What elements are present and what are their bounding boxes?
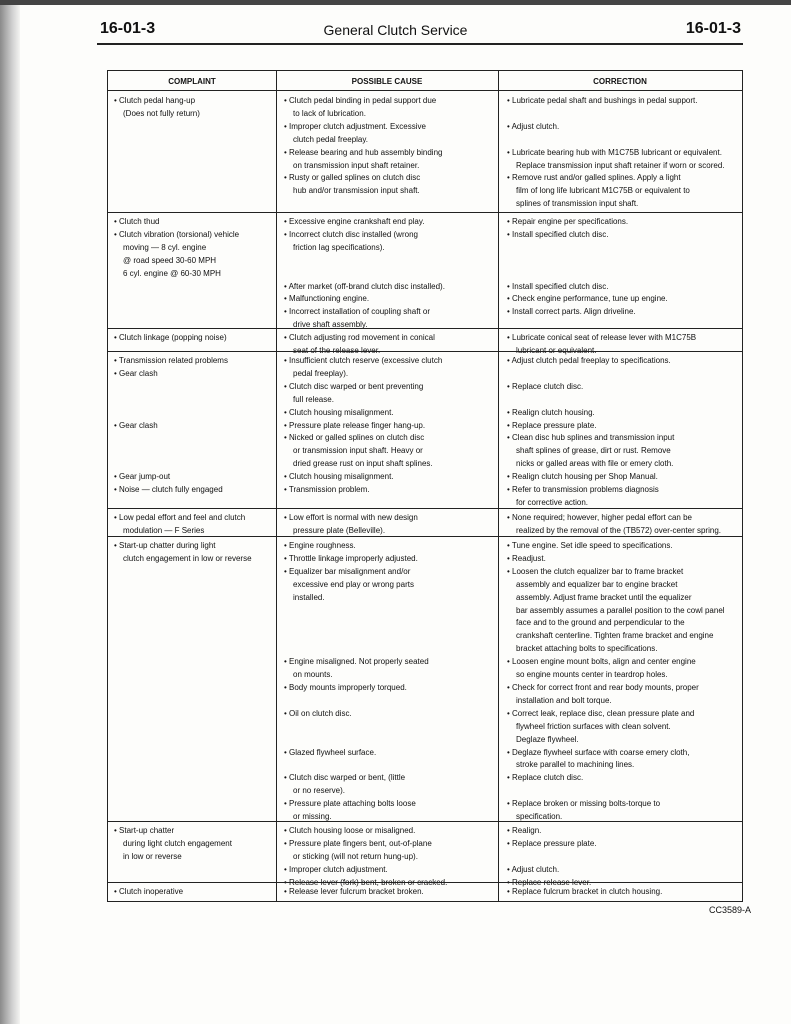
cell-line: on transmission input shaft retainer.: [293, 160, 420, 170]
cell-line: [284, 759, 429, 772]
cell-line: shaft splines of grease, dirt or rust. Remove: [516, 446, 671, 456]
cell-line: 6 cyl. engine @ 60-30 MPH: [123, 268, 221, 278]
cell-line: • Replace fulcrum bracket in clutch housing.: [507, 887, 663, 896]
cell-line: • Remove rust and/or galled splines. Apply a light: [507, 173, 681, 183]
cell-line: • Repair engine per specifications.: [507, 217, 629, 226]
cell-line: • Gear clash: [114, 420, 158, 430]
cell-line: • Oil on clutch disc.: [284, 708, 352, 718]
cell-line: • Refer to transmission problems diagnosis: [507, 485, 659, 495]
table-cell-complaint: [114, 216, 239, 281]
table-cell-correction: [507, 825, 597, 890]
cell-line: • Deglaze flywheel surface with coarse emery cloth,: [507, 747, 690, 757]
cell-line: [284, 734, 429, 747]
cell-line: • Release lever fulcrum bracket broken.: [284, 887, 424, 896]
cell-line: • Release bearing and hub assembly binding: [284, 147, 443, 157]
cell-line: (Does not fully return): [123, 108, 200, 118]
table-cell-cause: [284, 332, 435, 358]
cell-line: • Replace release lever.: [507, 877, 592, 887]
cell-line: • Clutch linkage (popping noise): [114, 333, 227, 342]
cell-line: • Clutch pedal binding in pedal support due: [284, 96, 437, 105]
cell-line: [507, 851, 597, 864]
table-cell-cause: [284, 825, 447, 890]
row-divider: [108, 821, 742, 822]
cell-line: modulation — F Series: [123, 525, 205, 535]
cell-line: [284, 268, 445, 281]
cell-line: bracket attaching bolts to specifications.: [516, 644, 658, 654]
cell-line: assembly and equalizer bar to engine bracket: [516, 579, 678, 589]
cell-line: nicks or galled areas with file or emery cloth.: [516, 459, 674, 469]
cell-line: • Release lever (fork) bent, broken or cracked.: [284, 877, 448, 887]
page-binding-shadow: [0, 0, 20, 1024]
cell-line: [284, 630, 429, 643]
cell-line: [114, 445, 228, 458]
cell-line: • Replace pressure plate.: [507, 838, 597, 848]
column-divider-2: [498, 71, 499, 901]
cell-line: [507, 108, 725, 121]
cell-line: • Start-up chatter: [114, 826, 175, 835]
table-cell-complaint: [114, 95, 200, 121]
cell-line: or missing.: [293, 812, 332, 822]
cell-line: [507, 268, 668, 281]
cell-line: • Equalizer bar misalignment and/or: [284, 566, 411, 576]
table-cell-correction: [507, 95, 725, 211]
cell-line: • After market (off-brand clutch disc installed).: [284, 281, 445, 291]
cell-line: • Clutch inoperative: [114, 887, 184, 896]
cell-line: • Body mounts improperly torqued.: [284, 682, 407, 692]
cell-line: for corrective action.: [516, 497, 589, 507]
cell-line: or no reserve).: [293, 786, 346, 796]
cell-line: [507, 785, 725, 798]
cell-line: [284, 643, 429, 656]
table-cell-complaint: [114, 886, 183, 899]
cell-line: friction lag specifications).: [293, 242, 385, 252]
column-header-cause: POSSIBLE CAUSE: [351, 77, 423, 86]
page-number-right: 16-01-3: [685, 20, 741, 37]
cell-line: dried grease rust on input shaft splines.: [293, 459, 433, 469]
cell-line: • Adjust clutch.: [507, 864, 560, 874]
table-cell-complaint: [114, 512, 245, 538]
cell-line: • Lubricate conical seat of release lever with M1C75B: [507, 333, 697, 342]
cell-line: • Excessive engine crankshaft end play.: [284, 217, 425, 226]
cell-line: • Improper clutch adjustment.: [284, 864, 388, 874]
column-header-complaint: COMPLAINT: [168, 77, 216, 86]
cell-line: • Loosen engine mount bolts, align and center engine: [507, 657, 696, 667]
cell-line: • Replace pressure plate.: [507, 420, 597, 430]
cell-line: • Gear clash: [114, 368, 158, 378]
cell-line: • Clutch housing misalignment.: [284, 472, 394, 482]
column-header-correction: CORRECTION: [593, 77, 647, 86]
table-cell-correction: [507, 540, 725, 824]
cell-line: lubricant or equivalent.: [516, 345, 597, 355]
table-cell-cause: [284, 355, 442, 497]
cell-line: • Clutch disc warped or bent preventing: [284, 381, 424, 391]
table-cell-cause: [284, 95, 442, 198]
cell-line: • Clutch housing loose or misaligned.: [284, 826, 416, 835]
cell-line: stroke parallel to machining lines.: [516, 760, 635, 770]
cell-line: assembly. Adjust frame bracket until the equalizer: [516, 592, 692, 602]
row-divider: [108, 882, 742, 883]
cell-line: • Nicked or galled splines on clutch disc: [284, 433, 425, 443]
cell-line: clutch pedal freeplay.: [293, 134, 369, 144]
cell-line: • Realign.: [507, 826, 542, 835]
cell-line: • Clutch adjusting rod movement in conical: [284, 333, 435, 342]
diagnosis-table: [107, 70, 743, 902]
cell-line: seat of the release lever.: [293, 345, 381, 355]
cell-line: • Lubricate pedal shaft and bushings in pedal support.: [507, 96, 698, 105]
cell-line: crankshaft centerline. Tighten frame bracket and engine: [516, 631, 714, 641]
cell-line: Replace transmission input shaft retainer if worn or scored.: [516, 160, 725, 170]
cell-line: [114, 394, 228, 407]
cell-line: • Install specified clutch disc.: [507, 229, 609, 239]
cell-line: • Clutch vibration (torsional) vehicle: [114, 229, 240, 239]
page-number-left: 16-01-3: [100, 20, 156, 37]
cell-line: • Lubricate bearing hub with M1C75B lubricant or equivalent.: [507, 147, 722, 157]
cell-line: • Pressure plate release finger hang-up.: [284, 420, 426, 430]
cell-line: • Replace broken or missing bolts-torque to: [507, 799, 661, 809]
cell-line: • Glazed flywheel surface.: [284, 747, 377, 757]
cell-line: [284, 255, 445, 268]
cell-line: [507, 134, 725, 147]
table-cell-complaint: [114, 540, 252, 566]
cell-line: • Malfunctioning engine.: [284, 294, 370, 304]
cell-line: • Correct leak, replace disc, clean pressure plate and: [507, 708, 695, 718]
cell-line: to lack of lubrication.: [293, 108, 366, 118]
cell-line: or transmission input shaft. Heavy or: [293, 446, 423, 456]
cell-line: [507, 242, 668, 255]
cell-line: • Replace clutch disc.: [507, 773, 584, 783]
cell-line: so engine mounts center in teardrop holes.: [516, 670, 668, 680]
table-cell-correction: [507, 216, 668, 319]
cell-line: [284, 721, 429, 734]
table-cell-correction: [507, 886, 662, 899]
cell-line: pedal freeplay).: [293, 368, 349, 378]
cell-line: • Adjust clutch pedal freeplay to specifications.: [507, 356, 671, 365]
cell-line: [114, 432, 228, 445]
cell-line: • Gear jump-out: [114, 472, 171, 482]
cell-line: • Check for correct front and rear body mounts, proper: [507, 682, 699, 692]
table-cell-complaint: [114, 332, 227, 345]
table-cell-cause: [284, 886, 424, 899]
row-divider: [108, 328, 742, 329]
cell-line: [114, 381, 228, 394]
cell-line: film of long life lubricant M1C75B or equivalent to: [516, 186, 690, 196]
cell-line: @ road speed 30-60 MPH: [123, 255, 217, 265]
cell-line: pressure plate (Belleville).: [293, 525, 386, 535]
cell-line: • Tune engine. Set idle speed to specifications.: [507, 541, 673, 550]
cell-line: clutch engagement in low or reverse: [123, 553, 252, 563]
cell-line: • Clutch housing misalignment.: [284, 407, 394, 417]
cell-line: • Clutch pedal hang-up: [114, 96, 196, 105]
cell-line: • Insufficient clutch reserve (excessive clutch: [284, 356, 443, 365]
cell-line: moving — 8 cyl. engine: [123, 242, 207, 252]
cell-line: • Replace clutch disc.: [507, 381, 584, 391]
column-divider-1: [276, 71, 277, 901]
cell-line: • Engine roughness.: [284, 541, 356, 550]
cell-line: [114, 458, 228, 471]
cell-line: [507, 394, 674, 407]
cell-line: • Clean disc hub splines and transmission input: [507, 433, 675, 443]
cell-line: • Loosen the clutch equalizer bar to frame bracket: [507, 566, 684, 576]
page-title: General Clutch Service: [323, 22, 468, 38]
row-divider: [108, 351, 742, 352]
cell-line: full release.: [293, 394, 334, 404]
cell-line: excessive end play or wrong parts: [293, 579, 414, 589]
table-cell-correction: [507, 355, 674, 510]
table-cell-complaint: [114, 825, 232, 864]
cell-line: drive shaft assembly.: [293, 320, 368, 330]
cell-line: in low or reverse: [123, 851, 182, 861]
cell-line: [284, 695, 429, 708]
cell-line: Deglaze flywheel.: [516, 734, 579, 744]
cell-line: • Transmission related problems: [114, 356, 228, 365]
cell-line: • Clutch thud: [114, 217, 160, 226]
cell-line: • Clutch disc warped or bent, (little: [284, 773, 406, 783]
cell-line: • Noise — clutch fully engaged: [114, 485, 223, 495]
cell-line: • Start-up chatter during light: [114, 541, 216, 550]
cell-line: [507, 255, 668, 268]
cell-line: • Engine misaligned. Not properly seated: [284, 657, 429, 667]
cell-line: • Realign clutch housing.: [507, 407, 595, 417]
cell-line: • None required; however, higher pedal effort can be: [507, 513, 692, 522]
table-cell-cause: [284, 216, 445, 332]
cell-line: • Check engine performance, tune up engine.: [507, 294, 668, 304]
cell-line: face and to the ground and perpendicular to the: [516, 618, 685, 628]
cell-line: installed.: [293, 592, 325, 602]
cell-line: • Incorrect clutch disc installed (wrong: [284, 229, 418, 239]
scan-top-edge: [0, 0, 791, 5]
row-divider: [108, 212, 742, 213]
row-divider: [108, 536, 742, 537]
cell-line: on mounts.: [293, 670, 333, 680]
cell-line: [284, 617, 429, 630]
cell-line: • Install specified clutch disc.: [507, 281, 609, 291]
cell-line: • Throttle linkage improperly adjusted.: [284, 553, 418, 563]
cell-line: realized by the removal of the (TB572) over-center spring.: [516, 525, 721, 535]
cell-line: flywheel friction surfaces with clean solvent.: [516, 721, 671, 731]
cell-line: • Low pedal effort and feel and clutch: [114, 513, 246, 522]
cell-line: • Incorrect installation of coupling shaft or: [284, 307, 430, 317]
table-cell-correction: [507, 512, 721, 538]
cell-line: • Readjust.: [507, 553, 546, 563]
table-cell-cause: [284, 512, 418, 538]
cell-line: during light clutch engagement: [123, 838, 232, 848]
cell-line: hub and/or transmission input shaft.: [293, 186, 420, 196]
cell-line: • Install correct parts. Align driveline.: [507, 307, 636, 317]
cell-line: or sticking (will not return hung-up).: [293, 851, 418, 861]
cell-line: [507, 368, 674, 381]
row-divider: [108, 508, 742, 509]
cell-line: splines of transmission input shaft.: [516, 199, 639, 209]
cell-line: • Adjust clutch.: [507, 121, 560, 131]
cell-line: installation and bolt torque.: [516, 695, 612, 705]
cell-line: • Realign clutch housing per Shop Manual.: [507, 472, 658, 482]
cell-line: • Pressure plate attaching bolts loose: [284, 799, 416, 809]
cell-line: • Low effort is normal with new design: [284, 513, 418, 522]
cell-line: • Pressure plate fingers bent, out-of-plane: [284, 838, 432, 848]
table-cell-cause: [284, 540, 429, 824]
cell-line: [284, 605, 429, 618]
header-divider: [108, 90, 742, 91]
cell-line: • Improper clutch adjustment. Excessive: [284, 121, 426, 131]
figure-code: CC3589-A: [708, 905, 751, 915]
cell-line: specification.: [516, 812, 563, 822]
table-cell-complaint: [114, 355, 228, 497]
header-rule: [97, 43, 743, 45]
cell-line: • Transmission problem.: [284, 485, 370, 495]
cell-line: • Rusty or galled splines on clutch disc: [284, 173, 421, 183]
cell-line: bar assembly assumes a parallel position to the cowl panel: [516, 605, 725, 615]
table-cell-correction: [507, 332, 696, 358]
cell-line: [114, 407, 228, 420]
